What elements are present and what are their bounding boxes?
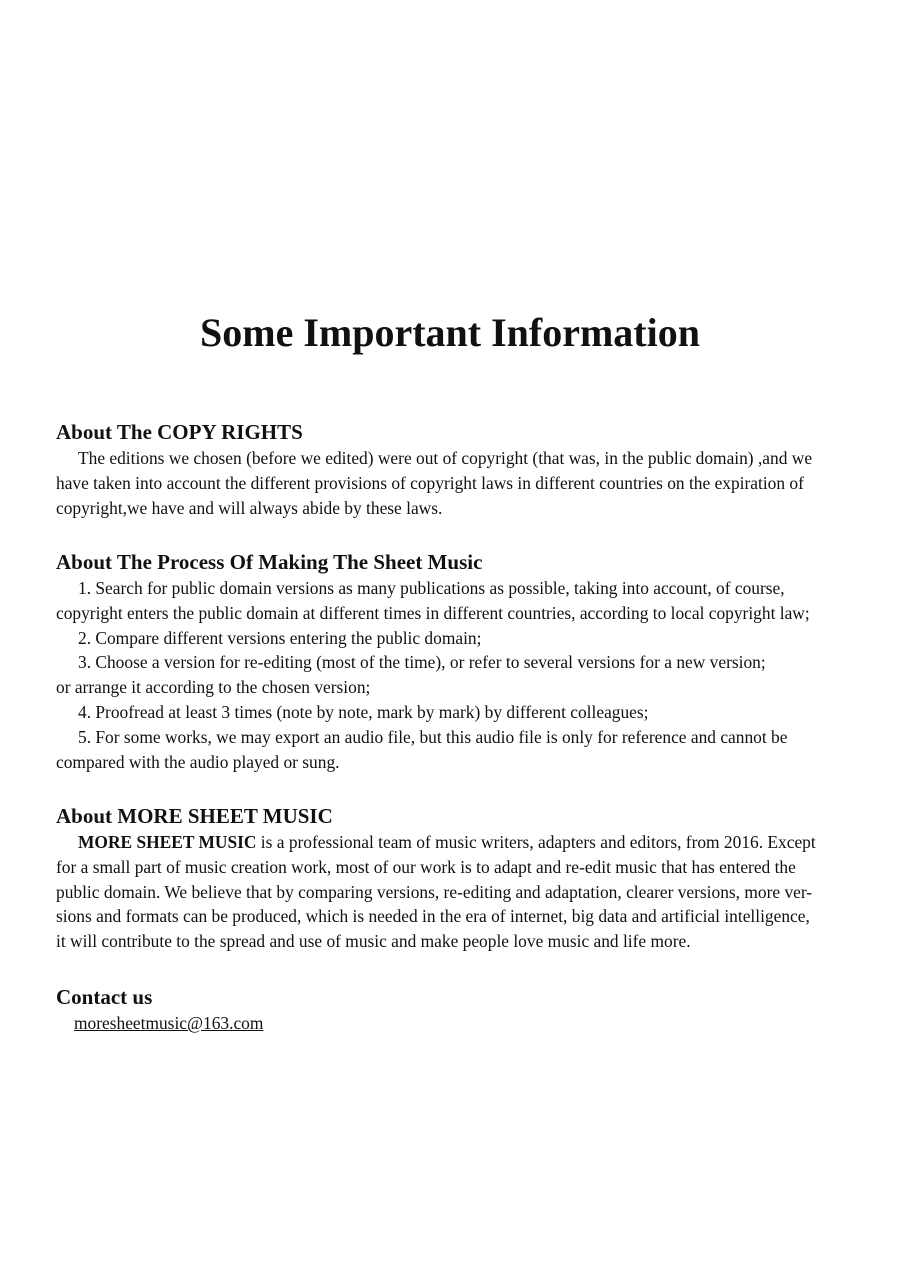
brand-name: MORE SHEET MUSIC	[78, 832, 257, 852]
process-section	[56, 548, 856, 774]
copyright-line: copyright,we have and will always abide by these laws.	[56, 497, 443, 518]
copyright-heading: About The COPY RIGHTS	[56, 420, 303, 444]
about-heading: About MORE SHEET MUSIC	[56, 804, 333, 828]
copyright-paragraph	[56, 446, 856, 520]
copyright-section	[56, 418, 856, 520]
about-line: for a small part of music creation work, most of our work is to adapt and re-edit music that has entered the	[56, 856, 796, 877]
copyright-line: have taken into account the different provisions of copyright laws in different countries on the expiration of	[56, 472, 804, 493]
process-step-3-cont: or arrange it according to the chosen version;	[56, 677, 371, 698]
about-paragraph	[56, 830, 856, 954]
about-line	[56, 830, 856, 855]
process-step-5-cont: compared with the audio played or sung.	[56, 751, 340, 772]
about-line: sions and formats can be produced, which is needed in the era of internet, big data and artificial intelligence,	[56, 906, 810, 927]
copyright-line: The editions we chosen (before we edited) were out of copyright (that was, in the public domain) ,and we	[78, 448, 813, 468]
contact-email-link[interactable]: moresheetmusic@163.com	[74, 1013, 264, 1033]
process-heading: About The Process Of Making The Sheet Music	[56, 550, 483, 574]
process-step-3: 3. Choose a version for re-editing (most of the time), or refer to several versions for a new version;	[78, 652, 766, 673]
process-step-1-cont: copyright enters the public domain at different times in different countries, according to local copyright law;	[56, 602, 810, 623]
about-line: it will contribute to the spread and use of music and make people love music and life more.	[56, 931, 691, 952]
process-step-4: 4. Proofread at least 3 times (note by note, mark by mark) by different colleagues;	[78, 701, 649, 722]
process-paragraph	[56, 576, 856, 774]
contact-section	[56, 983, 856, 1036]
about-line-rest: is a professional team of music writers, adapters and editors, from 2016. Except	[256, 832, 816, 852]
process-step-1: 1. Search for public domain versions as many publications as possible, taking into account, of course,	[78, 578, 785, 598]
about-section	[56, 802, 856, 954]
contact-heading: Contact us	[56, 985, 153, 1009]
page-title: Some Important Information	[200, 310, 700, 355]
process-step-2: 2. Compare different versions entering the public domain;	[78, 627, 482, 648]
about-line: public domain. We believe that by comparing versions, re-editing and adaptation, clearer versions, more ver-	[56, 881, 813, 902]
process-step-5: 5. For some works, we may export an audio file, but this audio file is only for reference and cannot be	[78, 726, 788, 747]
